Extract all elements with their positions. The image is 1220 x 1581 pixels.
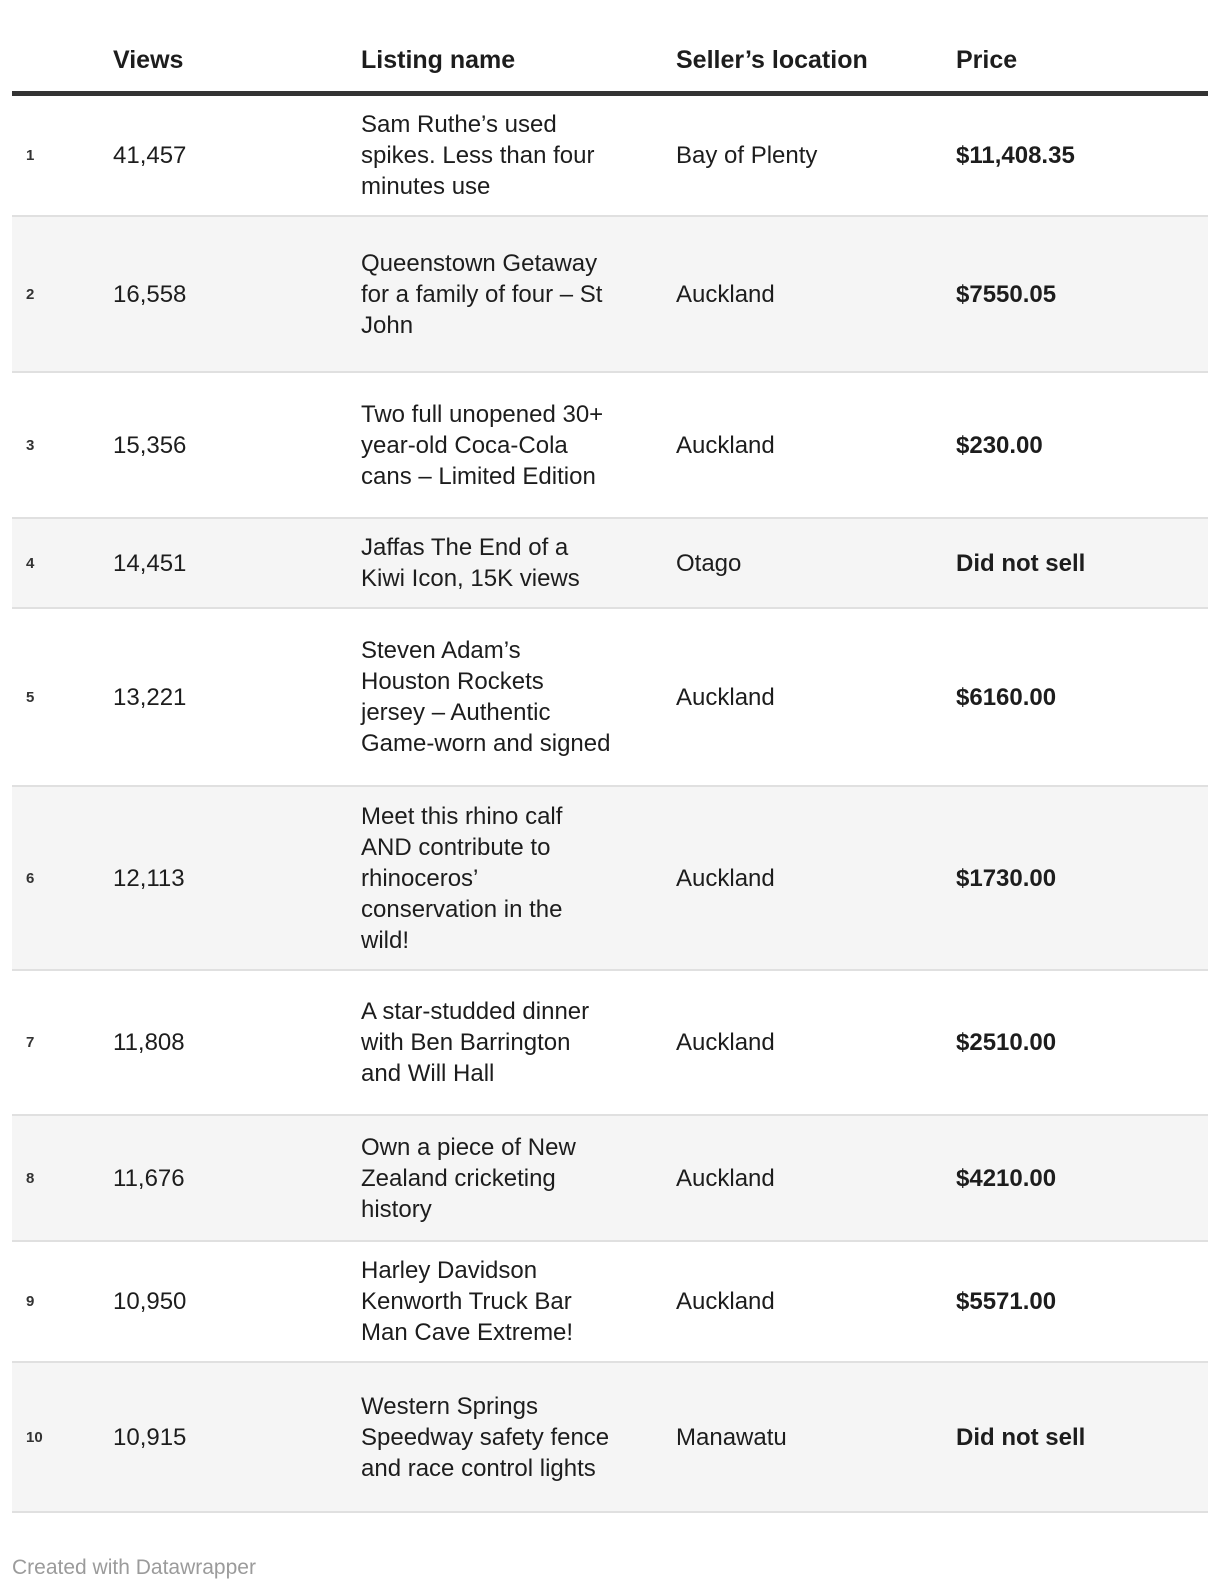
table-row bbox=[12, 970, 1208, 1115]
location-cell: Manawatu bbox=[663, 1362, 943, 1512]
listing-name-cell bbox=[348, 608, 663, 786]
price-cell: $1730.00 bbox=[943, 786, 1208, 970]
rank-cell: 1 bbox=[12, 94, 100, 217]
views-cell: 10,915 bbox=[100, 1362, 348, 1512]
views-cell: 41,457 bbox=[100, 94, 348, 217]
listing-name-text: Jaffas The End of a Kiwi Icon, 15K views bbox=[361, 534, 580, 592]
location-cell: Bay of Plenty bbox=[663, 94, 943, 217]
rank-cell: 8 bbox=[12, 1115, 100, 1241]
location-cell: Auckland bbox=[663, 372, 943, 518]
location-cell: Auckland bbox=[663, 1241, 943, 1362]
rank-cell: 3 bbox=[12, 372, 100, 518]
price-cell: $7550.05 bbox=[943, 216, 1208, 372]
views-cell: 11,676 bbox=[100, 1115, 348, 1241]
views-cell: 10,950 bbox=[100, 1241, 348, 1362]
table-row bbox=[12, 518, 1208, 608]
price-cell: Did not sell bbox=[943, 1362, 1208, 1512]
location-cell: Otago bbox=[663, 518, 943, 608]
views-cell: 15,356 bbox=[100, 372, 348, 518]
listing-name-cell bbox=[348, 1241, 663, 1362]
views-cell: 14,451 bbox=[100, 518, 348, 608]
views-cell: 11,808 bbox=[100, 970, 348, 1115]
table-row bbox=[12, 1241, 1208, 1362]
listings-table bbox=[12, 0, 1208, 1513]
table-header bbox=[12, 0, 1208, 94]
table-row bbox=[12, 1115, 1208, 1241]
price-cell: $11,408.35 bbox=[943, 94, 1208, 217]
listing-name-cell bbox=[348, 94, 663, 217]
rank-cell: 6 bbox=[12, 786, 100, 970]
price-cell: $4210.00 bbox=[943, 1115, 1208, 1241]
rank-cell: 2 bbox=[12, 216, 100, 372]
table-row bbox=[12, 786, 1208, 970]
price-cell: $230.00 bbox=[943, 372, 1208, 518]
rank-cell: 4 bbox=[12, 518, 100, 608]
location-cell: Auckland bbox=[663, 1115, 943, 1241]
listing-name-cell bbox=[348, 1362, 663, 1512]
table-row bbox=[12, 608, 1208, 786]
listing-name-text: Meet this rhino calf AND contribute to rhinoceros’ conservation in the wild! bbox=[361, 802, 563, 954]
header-listing-name: Listing name bbox=[348, 0, 663, 94]
price-cell: Did not sell bbox=[943, 518, 1208, 608]
price-cell: $6160.00 bbox=[943, 608, 1208, 786]
header-rank bbox=[12, 0, 100, 94]
listing-name-text: A star-studded dinner with Ben Barrington and Will Hall bbox=[361, 998, 590, 1087]
header-price: Price bbox=[943, 0, 1208, 94]
header-row bbox=[12, 0, 1208, 94]
rank-cell: 7 bbox=[12, 970, 100, 1115]
views-cell: 13,221 bbox=[100, 608, 348, 786]
table-row bbox=[12, 216, 1208, 372]
listing-name-text: Queenstown Getaway for a family of four – St John bbox=[361, 249, 603, 339]
listing-name-cell bbox=[348, 786, 663, 970]
price-cell: $5571.00 bbox=[943, 1241, 1208, 1362]
header-views: Views bbox=[100, 0, 348, 94]
location-cell: Auckland bbox=[663, 970, 943, 1115]
table-body bbox=[12, 94, 1208, 1513]
location-cell: Auckland bbox=[663, 216, 943, 372]
views-cell: 16,558 bbox=[100, 216, 348, 372]
price-cell: $2510.00 bbox=[943, 970, 1208, 1115]
rank-cell: 9 bbox=[12, 1241, 100, 1362]
listing-name-cell bbox=[348, 518, 663, 608]
listing-name-cell bbox=[348, 970, 663, 1115]
table-row bbox=[12, 94, 1208, 217]
listing-name-cell bbox=[348, 372, 663, 518]
rank-cell: 10 bbox=[12, 1362, 100, 1512]
listing-name-text: Western Springs Speedway safety fence and race control lights bbox=[361, 1392, 610, 1482]
listing-name-text: Two full unopened 30+ year-old Coca-Cola cans – Limited Edition bbox=[361, 400, 604, 490]
header-seller-location: Seller’s location bbox=[663, 0, 943, 94]
rank-cell: 5 bbox=[12, 608, 100, 786]
table-row bbox=[12, 1362, 1208, 1512]
listing-name-cell bbox=[348, 1115, 663, 1241]
table-row bbox=[12, 372, 1208, 518]
listing-name-text: Steven Adam’s Houston Rockets jersey – Authentic Game-worn and signed bbox=[361, 637, 611, 757]
views-cell: 12,113 bbox=[100, 786, 348, 970]
listing-name-cell bbox=[348, 216, 663, 372]
datawrapper-credit: Created with Datawrapper bbox=[12, 1556, 256, 1579]
listing-name-text: Sam Ruthe’s used spikes. Less than four minutes use bbox=[361, 111, 595, 200]
listing-name-text: Harley Davidson Kenworth Truck Bar Man Cave Extreme! bbox=[361, 1257, 574, 1346]
listing-name-text: Own a piece of New Zealand cricketing history bbox=[361, 1133, 576, 1223]
location-cell: Auckland bbox=[663, 608, 943, 786]
location-cell: Auckland bbox=[663, 786, 943, 970]
